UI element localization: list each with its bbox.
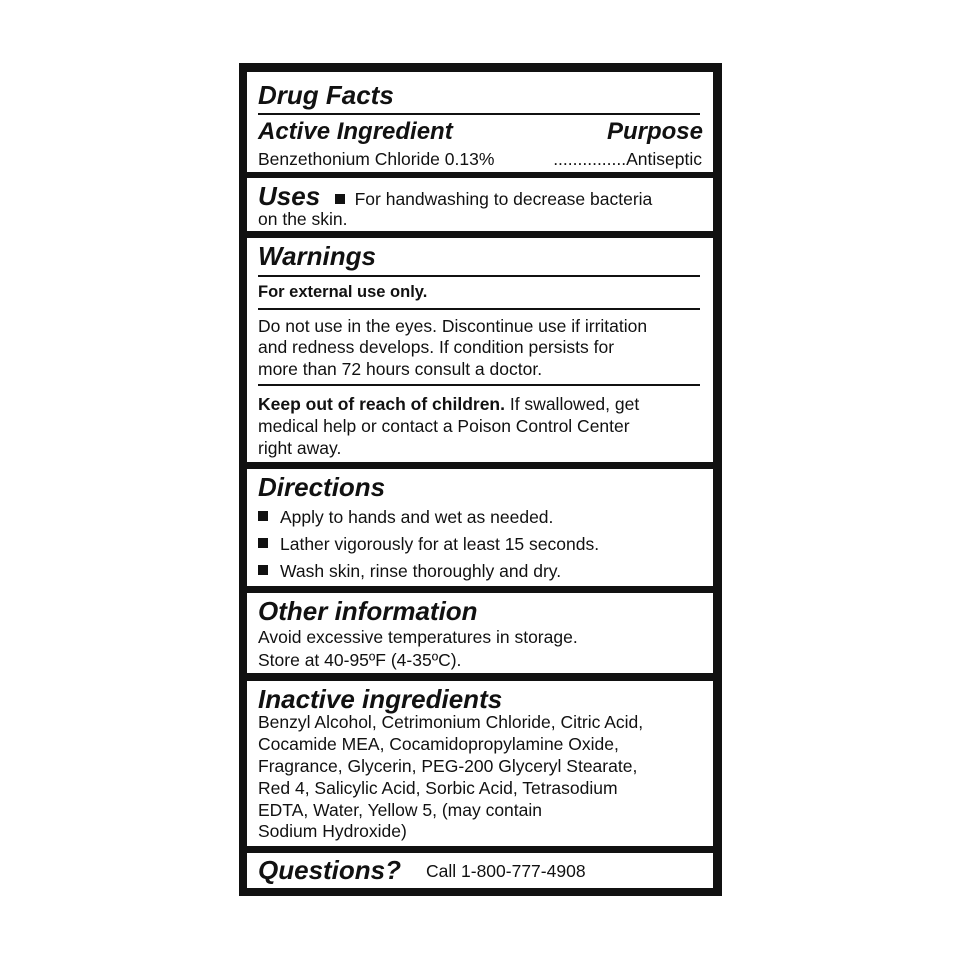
questions-heading: Questions? (258, 855, 402, 885)
active-ingredient-heading: Active Ingredient (258, 118, 453, 145)
warnings-heading: Warnings (258, 241, 376, 271)
direction-text: Lather vigorously for at least 15 seconds. (280, 534, 600, 554)
direction-item (258, 532, 599, 556)
direction-item (258, 505, 553, 529)
children-warning-bold: Keep out of reach of children. (258, 394, 505, 414)
warning-line: more than 72 hours consult a doctor. (258, 359, 543, 379)
direction-item (258, 559, 561, 583)
questions-phone: Call 1-800-777-4908 (426, 861, 586, 881)
uses-text-cont: on the skin. (258, 209, 348, 229)
inactive-ingredients-heading: Inactive ingredients (258, 684, 503, 714)
warning-line: Do not use in the eyes. Discontinue use if irritation (258, 316, 648, 336)
ingredient-name: Benzethonium Chloride 0.13% (258, 149, 495, 169)
other-information-heading: Other information (258, 596, 478, 626)
divider (258, 308, 700, 310)
external-use-warning: For external use only. (258, 283, 428, 301)
inactive-line: Fragrance, Glycerin, PEG-200 Glyceryl Stearate, (258, 756, 638, 776)
children-warning-text: If swallowed, get (504, 394, 640, 414)
direction-text: Wash skin, rinse thoroughly and dry. (280, 561, 562, 581)
inactive-line: Cocamide MEA, Cocamidopropylamine Oxide, (258, 734, 619, 754)
uses-heading: Uses (258, 181, 321, 211)
label-title: Drug Facts (258, 80, 394, 110)
divider (258, 113, 700, 115)
purpose-heading: Purpose (606, 118, 703, 145)
children-warning (258, 392, 639, 416)
bullet-icon (258, 511, 268, 521)
direction-text: Apply to hands and wet as needed. (280, 507, 554, 527)
uses-text: For handwashing to decrease bacteria (354, 189, 653, 209)
active-ingredient-row (258, 147, 702, 171)
warning-line: medical help or contact a Poison Control Center (258, 416, 630, 436)
warning-line: and redness develops. If condition persists for (258, 337, 615, 357)
warning-line: right away. (258, 438, 342, 458)
bullet-icon (258, 538, 268, 548)
divider (258, 275, 700, 277)
bullet-icon (258, 565, 268, 575)
ingredient-purpose: Antiseptic (626, 149, 702, 169)
other-line: Avoid excessive temperatures in storage. (258, 627, 578, 647)
other-line: Store at 40-95ºF (4-35ºC). (258, 650, 462, 670)
inactive-line: EDTA, Water, Yellow 5, (may contain (258, 800, 543, 820)
inactive-line: Benzyl Alcohol, Cetrimonium Chloride, Citric Acid, (258, 712, 644, 732)
divider (258, 384, 700, 386)
directions-heading: Directions (258, 472, 386, 502)
inactive-line: Sodium Hydroxide) (258, 821, 407, 841)
leader-dots: ............... (553, 149, 627, 169)
bullet-icon (335, 194, 345, 204)
inactive-line: Red 4, Salicylic Acid, Sorbic Acid, Tetrasodium (258, 778, 618, 798)
